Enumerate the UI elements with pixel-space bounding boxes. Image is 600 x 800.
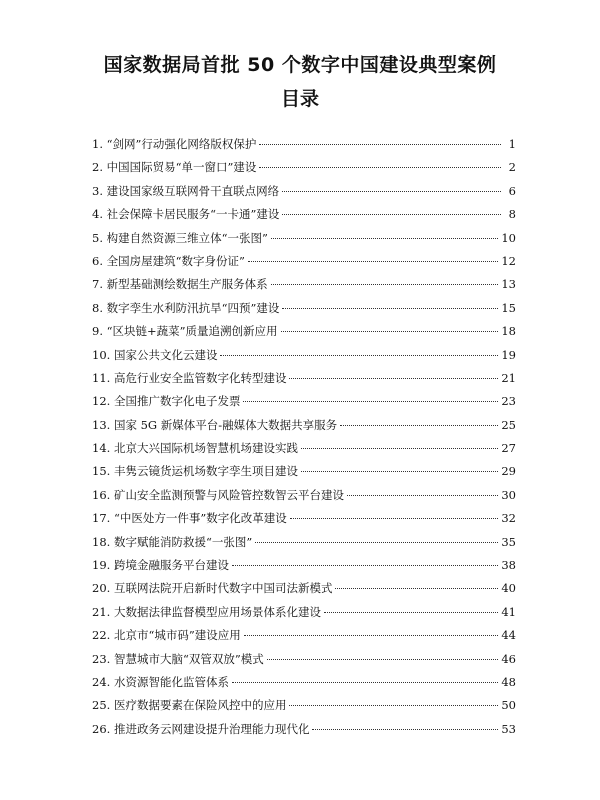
toc-entry-page-number: 41 — [501, 604, 516, 619]
toc-entry-label: 26. 推进政务云网建设提升治理能力现代化 — [92, 721, 310, 736]
toc-entry-label: 25. 医疗数据要素在保险风控中的应用 — [92, 698, 287, 713]
toc-dot-leader — [289, 705, 498, 706]
toc-entry-label: 8. 数字孪生水利防汛抗旱“四预”建设 — [92, 300, 280, 315]
toc-entry-label: 12. 全国推广数字化电子发票 — [92, 394, 241, 409]
toc-entry[interactable] — [92, 370, 516, 393]
toc-dot-leader — [244, 635, 499, 636]
toc-entry-label: 10. 国家公共文化云建设 — [92, 347, 218, 362]
toc-dot-leader — [281, 331, 499, 332]
toc-entry-label: 14. 北京大兴国际机场智慧机场建设实践 — [92, 441, 298, 456]
toc-dot-leader — [312, 729, 498, 730]
toc-dot-leader — [255, 542, 498, 543]
toc-dot-leader — [282, 214, 501, 215]
toc-dot-leader — [248, 261, 498, 262]
toc-entry[interactable] — [92, 651, 516, 674]
toc-dot-leader — [289, 378, 498, 379]
toc-dot-leader — [301, 471, 498, 472]
toc-entry-page-number: 8 — [508, 207, 516, 222]
toc-entry[interactable] — [92, 463, 516, 486]
toc-entry-page-number: 35 — [501, 534, 516, 549]
toc-entry-page-number: 29 — [501, 464, 516, 479]
toc-dot-leader — [271, 238, 498, 239]
toc-dot-leader — [347, 495, 498, 496]
toc-entry-label: 7. 新型基础测绘数据生产服务体系 — [92, 277, 268, 292]
toc-entry-page-number: 53 — [501, 721, 516, 736]
toc-entry-page-number: 25 — [501, 417, 516, 432]
toc-entry-label: 2. 中国国际贸易“单一窗口”建设 — [92, 160, 257, 175]
toc-entry[interactable] — [92, 159, 516, 182]
toc-entry-label: 24. 水资源智能化监管体系 — [92, 674, 229, 689]
toc-entry-label: 13. 国家 5G 新媒体平台-融媒体大数据共享服务 — [92, 417, 338, 432]
toc-dot-leader — [259, 167, 501, 168]
toc-entry[interactable] — [92, 580, 516, 603]
toc-entry[interactable] — [92, 487, 516, 510]
toc-entry-page-number: 18 — [501, 324, 516, 339]
toc-dot-leader — [259, 144, 501, 145]
toc-entry[interactable] — [92, 440, 516, 463]
toc-entry-page-number: 30 — [501, 487, 516, 502]
toc-entry[interactable] — [92, 417, 516, 440]
toc-entry-page-number: 32 — [501, 511, 516, 526]
toc-dot-leader — [232, 682, 498, 683]
toc-entry-page-number: 23 — [501, 394, 516, 409]
toc-entry[interactable] — [92, 253, 516, 276]
toc-entry-page-number: 1 — [508, 137, 516, 151]
toc-entry-page-number: 12 — [501, 253, 516, 268]
toc-entry-page-number: 50 — [501, 698, 516, 713]
toc-entry[interactable] — [92, 510, 516, 533]
toc-entry-label: 9. “区块链+蔬菜”质量追溯创新应用 — [92, 324, 278, 339]
toc-entry-label: 17. “中医处方一件事”数字化改革建设 — [92, 511, 287, 526]
toc-entry-label: 15. 丰隽云镜货运机场数字孪生项目建设 — [92, 464, 298, 479]
toc-dot-leader — [267, 659, 499, 660]
toc-entry[interactable] — [92, 534, 516, 557]
toc-entry-label: 3. 建设国家级互联网骨干直联点网络 — [92, 183, 280, 198]
toc-entry-page-number: 46 — [501, 651, 516, 666]
toc-entry[interactable] — [92, 206, 516, 229]
toc-entry-label: 4. 社会保障卡居民服务“一卡通”建设 — [92, 207, 280, 222]
toc-entry-label: 18. 数字赋能消防救援“一张图” — [92, 534, 253, 549]
toc-entry[interactable] — [92, 393, 516, 416]
toc-dot-leader — [290, 518, 499, 519]
toc-entry-label: 1. “剑网”行动强化网络版权保护 — [92, 137, 257, 151]
toc-entry-page-number: 15 — [501, 300, 516, 315]
toc-entry[interactable] — [92, 557, 516, 580]
toc-dot-leader — [271, 284, 499, 285]
toc-entry-page-number: 48 — [501, 674, 516, 689]
toc-entry-page-number: 44 — [501, 628, 516, 643]
document-subtitle: 目录 — [280, 88, 319, 110]
toc-entry[interactable] — [92, 697, 516, 720]
toc-entry-page-number: 6 — [508, 183, 516, 198]
toc-entry-label: 22. 北京市“城市码”建设应用 — [92, 628, 241, 643]
toc-entry[interactable] — [92, 136, 516, 159]
toc-entry-label: 20. 互联网法院开启新时代数字中国司法新模式 — [92, 581, 333, 596]
toc-entry-label: 23. 智慧城市大脑“双管双放”模式 — [92, 651, 264, 666]
toc-entry[interactable] — [92, 276, 516, 299]
toc-entry[interactable] — [92, 604, 516, 627]
toc-dot-leader — [220, 355, 498, 356]
document-title: 国家数据局首批 50 个数字中国建设典型案例 — [103, 54, 497, 76]
toc-entry-label: 19. 跨境金融服务平台建设 — [92, 558, 229, 573]
toc-entry-page-number: 27 — [501, 441, 516, 456]
toc-dot-leader — [301, 448, 498, 449]
toc-entry[interactable] — [92, 674, 516, 697]
toc-entry[interactable] — [92, 721, 516, 744]
toc-entry[interactable] — [92, 183, 516, 206]
toc-entry-label: 6. 全国房屋建筑“数字身份证” — [92, 253, 245, 268]
toc-entry-label: 11. 高危行业安全监管数字化转型建设 — [92, 370, 287, 385]
toc-dot-leader — [324, 612, 498, 613]
toc-entry-page-number: 38 — [501, 558, 516, 573]
toc-entry-page-number: 40 — [501, 581, 516, 596]
toc-dot-leader — [282, 308, 498, 309]
toc-entry[interactable] — [92, 347, 516, 370]
toc-entry-page-number: 10 — [501, 230, 516, 245]
toc-dot-leader — [340, 425, 498, 426]
toc-entry-page-number: 21 — [501, 370, 516, 385]
toc-entry[interactable] — [92, 323, 516, 346]
table-of-contents — [92, 136, 516, 744]
toc-entry[interactable] — [92, 300, 516, 323]
toc-entry-label: 21. 大数据法律监督模型应用场景体系化建设 — [92, 604, 321, 619]
toc-entry[interactable] — [92, 230, 516, 253]
toc-dot-leader — [335, 588, 498, 589]
toc-dot-leader — [282, 191, 501, 192]
toc-entry[interactable] — [92, 627, 516, 650]
toc-entry-page-number: 2 — [508, 160, 516, 175]
toc-dot-leader — [232, 565, 498, 566]
toc-entry-page-number: 13 — [501, 277, 516, 292]
toc-entry-label: 5. 构建自然资源三维立体“一张图” — [92, 230, 268, 245]
toc-entry-label: 16. 矿山安全监测预警与风险管控数智云平台建设 — [92, 487, 344, 502]
toc-entry-page-number: 19 — [501, 347, 516, 362]
toc-dot-leader — [243, 401, 498, 402]
